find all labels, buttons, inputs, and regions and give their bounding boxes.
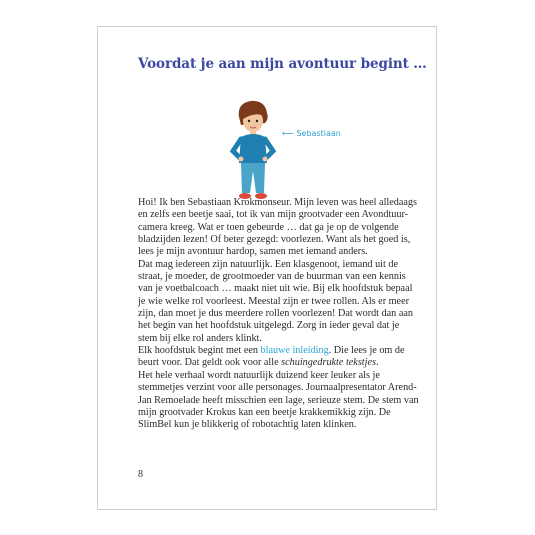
page-number: 8 (138, 469, 143, 480)
body-text (138, 197, 420, 432)
sebastiaan-illustration (229, 97, 277, 203)
paragraph-3-suffix: . (375, 357, 379, 369)
paragraph-3 (138, 345, 420, 370)
paragraph-2: Dat mag iedereen zijn natuurlijk. Een klasgenoot, iemand uit de straat, je moeder, de grootmoeder van de buurman van een kennis van je voetbalcoach … maakt niet uit wie. Bij elk hoofdstuk bepaal je wie welke rol voorleest. Meestal zijn er twee rollen. Als er meer zijn, dan moet je dus meerdere rollen voorlezen! Dat wordt dan aan het begin van het hoofdstuk uitgelegd. Zorg in ieder geval dat je stem bij elke rol anders klinkt. (138, 258, 413, 344)
arrow-left-icon: ⟵ (282, 129, 294, 138)
paragraph-3-prefix: Elk hoofdstuk begint met een (138, 345, 261, 357)
paragraph-3-middle: . Die lees je om de beurt voor. Dat geldt ook voor alle (138, 345, 405, 369)
figure-caption-text: Sebastiaan (296, 129, 341, 138)
blue-intro-highlight: blauwe inleiding (260, 345, 329, 357)
paragraph-1: Hoi! Ik ben Sebastiaan Krokmonseur. Mijn leven was heel alledaags en zelfs een beetje saai, tot ik van mijn grootvader een Avondtuur-camera kreeg. Wat er toen gebeurde … dat ga je op de volgende bladzijden lezen! Of beter gezegd: voorlezen. Want als het goed is, lees je mijn avontuur hardop, samen met iemand anders. (138, 197, 417, 258)
italic-phrase: schuingedrukte tekstjes (281, 357, 376, 369)
figure-caption (282, 129, 341, 138)
paragraph-4: Het hele verhaal wordt natuurlijk duizend keer leuker als je stemmetjes verzint voor alle personages. Journaalpresentator Arend-Jan Remoelade heeft misschien een lage, serieuze stem. De stem van mijn grootvader Krokus kan een beetje krakkemikkig zijn. De SlimBel kun je blikkerig of robotachtig laten klinken. (138, 369, 419, 431)
book-page (97, 26, 437, 510)
page-title: Voordat je aan mijn avontuur begint … (138, 56, 427, 72)
